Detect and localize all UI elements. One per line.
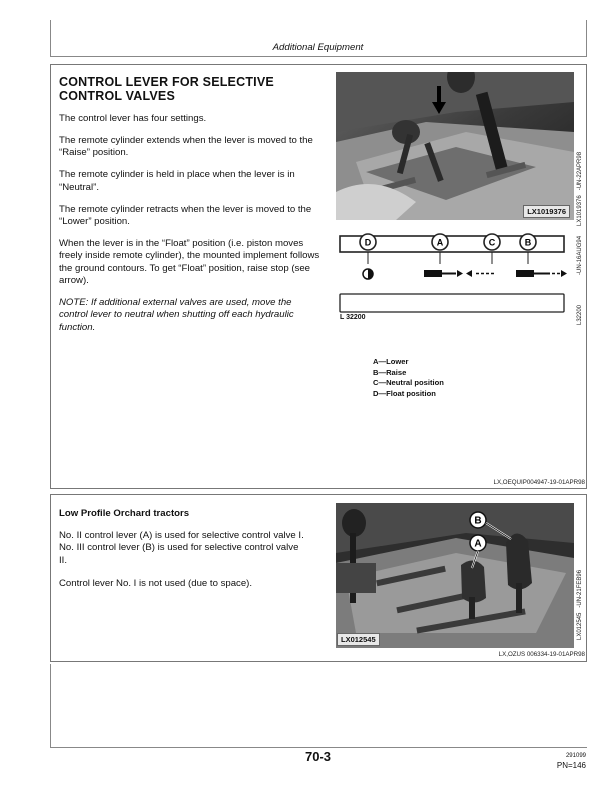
photo2-side-code [577,570,583,640]
footer-pn: PN=146 [556,761,586,770]
paragraph: No. II control lever (A) is used for selective control valve I. [59,530,304,541]
note-text: If additional external valves are used, move the control lever to neutral when shutting off each hydraulic function. [59,296,294,333]
control-lever-photo-art [336,72,574,220]
paragraph: The remote cylinder is held in place when the lever is in “Neutral”. [59,169,295,193]
paragraph: No. III control lever (B) is used for selective control valve II. [59,542,299,566]
photo1-side-code [577,152,583,226]
legend-item: B—Raise [373,367,407,377]
legend-item: C—Neutral position [373,378,444,387]
photo-id-label: LX1019376 [523,205,570,218]
diagram-side-code-a: -UN-16AUG94 [577,235,583,275]
section1-body [59,113,321,334]
paragraph: The remote cylinder retracts when the lever is moved to the “Lower” position. [59,203,312,227]
marker-a: A [436,237,444,248]
page-header-title: Additional Equipment [272,42,364,53]
paragraph: The remote cylinder extends when the lever is moved to the “Raise” position. [59,134,313,159]
callout-a: A [474,538,482,550]
orchard-levers-photo [336,503,574,648]
photo2-id-label: LX012545 [337,633,380,646]
diagram-side-code-b: L32200 [577,304,583,325]
legend-item: D—Float position [373,388,436,398]
section2-footer-code: LX,OZUS 006334-19-01APR98 [498,651,585,658]
paragraph: When the lever is in the “Float” position (i.e. piston moves freely inside remote cylinder), the mounted implement follows the ground contours. To get “Float” position, raise stop (see arrow). [59,237,320,287]
marker-c: C [488,237,496,248]
lever-position-diagram [336,228,574,328]
footer-rule [50,747,587,748]
footer-date: 291099 [565,753,586,759]
section1-footer-code: LX,OEQUIP004947-19-01APR98 [493,479,585,486]
paragraph: Control lever No. I is not used (due to space). [59,578,253,590]
frame-left-rule-bottom [50,664,51,748]
section2-title: Low Profile Orchard tractors [59,508,190,519]
note-label: NOTE: [59,296,89,308]
orchard-levers-photo-art [336,503,574,648]
header-rule [50,56,587,57]
section1-title-line1: CONTROL LEVER FOR SELECTIVE [59,75,274,89]
photo1-side-code-b: -UN-22APR98 [577,151,583,191]
note-block [59,297,321,334]
photo2-side-code-b: -UN-21FEB96 [577,569,583,608]
lever-position-diagram-art [336,228,574,328]
diagram-legend [373,357,444,399]
photo2-side-code-a: LX012545 [577,612,583,640]
diagram-side-code [577,236,583,325]
section1-title [59,75,329,103]
diagram-id-label: L 32200 [340,314,366,321]
page-number: 70-3 [304,749,332,764]
control-lever-photo [336,72,574,220]
section1-title-line2: CONTROL VALVES [59,89,176,103]
marker-d: D [364,237,372,248]
marker-b: B [524,237,532,248]
section2-body [59,530,309,600]
paragraph: The control lever has four settings. [59,113,207,124]
legend-item: A—Lower [373,357,409,366]
callout-b: B [474,515,482,527]
photo1-side-code-a: LX1019376 [577,195,583,226]
